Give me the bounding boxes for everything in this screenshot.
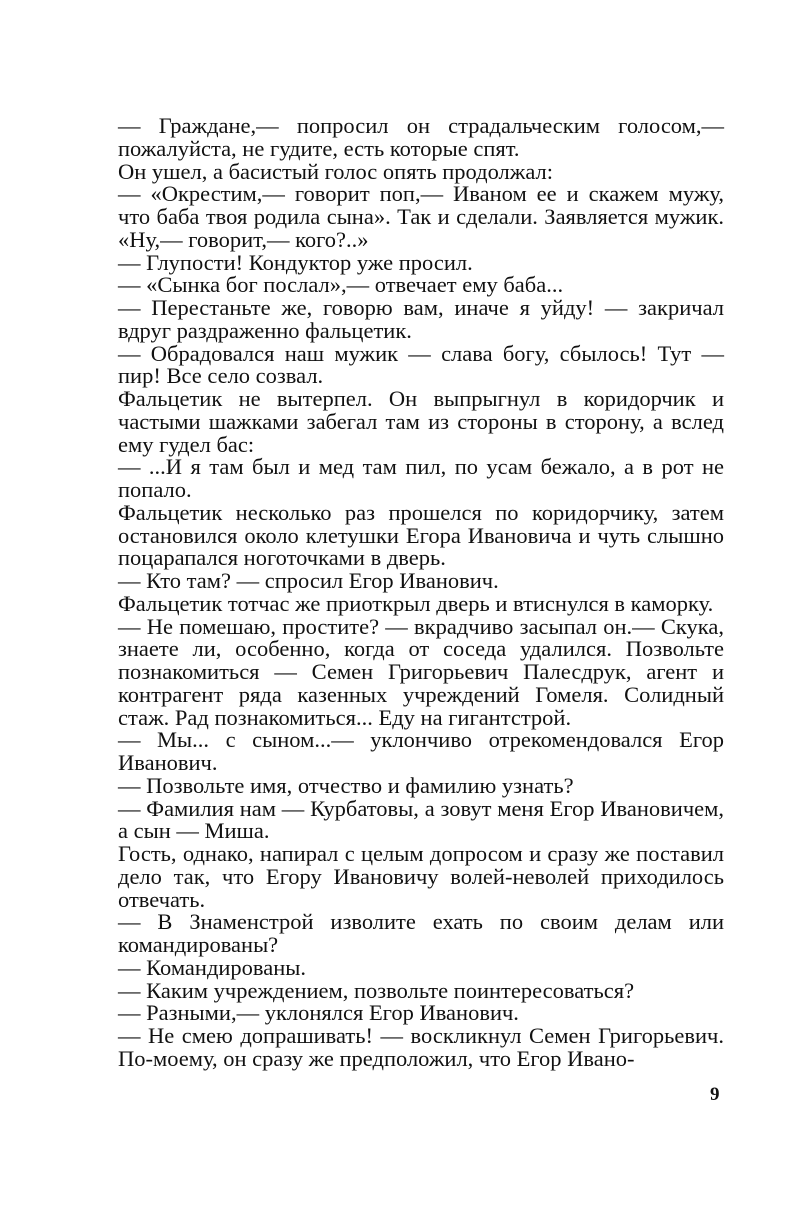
paragraph-13: — Не помешаю, простите? — вкрадчиво засыпал он.— Скука, знаете ли, особенно, когда от соседа удалился. Позвольте познакомиться — Семен Григорьевич Палесдрук, агент и контрагент ряда казенных учреждений Гомеля. Солидный стаж. Рад познакомиться... Еду на гигантстрой. [118, 613, 724, 730]
paragraph-21: — Разными,— уклонялся Егор Иванович. [118, 1000, 519, 1026]
page-number: 9 [710, 1084, 720, 1105]
paragraph-6: — Перестаньте же, говорю вам, иначе я уйду! — закричал вдруг раздраженно фальцетик. [118, 295, 724, 343]
paragraph-9: — ...И я там был и мед там пил, по усам бежало, а в рот не попало. [118, 454, 724, 502]
paragraph-16: — Фамилия нам — Курбатовы, а зовут меня Егор Ивановичем, а сын — Миша. [118, 795, 724, 844]
paragraph-8: Фальцетик не вытерпел. Он выпрыгнул в коридорчик и частыми шажками забегал там из стороны в сторону, а вслед ему гудел бас: [118, 386, 724, 457]
paragraph-17: Гость, однако, напирал с целым допросом и сразу же поставил дело так, что Егору Ивановичу волей-неволей приходилось отвечать. [118, 841, 724, 912]
paragraph-7: — Обрадовался наш мужик — слава богу, сбылось! Тут — пир! Все село созвал. [118, 340, 724, 389]
paragraph-14: — Мы... с сыном...— уклончиво отрекомендовался Егор Иванович. [118, 727, 724, 775]
paragraph-5: — «Сынка бог послал»,— отвечает ему баба... [118, 272, 564, 298]
paragraph-2: Он ушел, а басистый голос опять продолжал: [118, 158, 553, 184]
paragraph-20: — Каким учреждением, позвольте поинтересоваться? [118, 977, 635, 1003]
paragraph-4: — Глупости! Кондуктор уже просил. [118, 249, 473, 275]
paragraph-1: — Граждане,— попросил он страдальческим голосом,— пожалуйста, не гудите, есть которые спят. [118, 113, 724, 161]
paragraph-12: Фальцетик тотчас же приоткрыл дверь и втиснулся в каморку. [118, 590, 714, 616]
paragraph-18: — В Знаменстрой изволите ехать по своим делам или командированы? [118, 909, 724, 957]
paragraph-19: — Командированы. [118, 954, 307, 980]
text-column [118, 115, 724, 1071]
paragraph-10: Фальцетик несколько раз прошелся по коридорчику, затем остановился около клетушки Егора Ивановича и чуть слышно поцарапался ноготочками в дверь. [118, 499, 724, 571]
paragraph-22: — Не смею допрашивать! — воскликнул Семен Григорьевич. По-моему, он сразу же предположил, что Егор Ивано- [118, 1023, 724, 1071]
paragraph-11: — Кто там? — спросил Егор Иванович. [118, 568, 499, 593]
paragraph-3: — «Окрестим,— говорит поп,— Иваном ее и скажем мужу, что баба твоя родила сына». Так и сделали. Заявляется мужик. «Ну,— говорит,— кого?..» [118, 181, 724, 252]
paragraph-15: — Позвольте имя, отчество и фамилию узнать? [118, 772, 574, 798]
